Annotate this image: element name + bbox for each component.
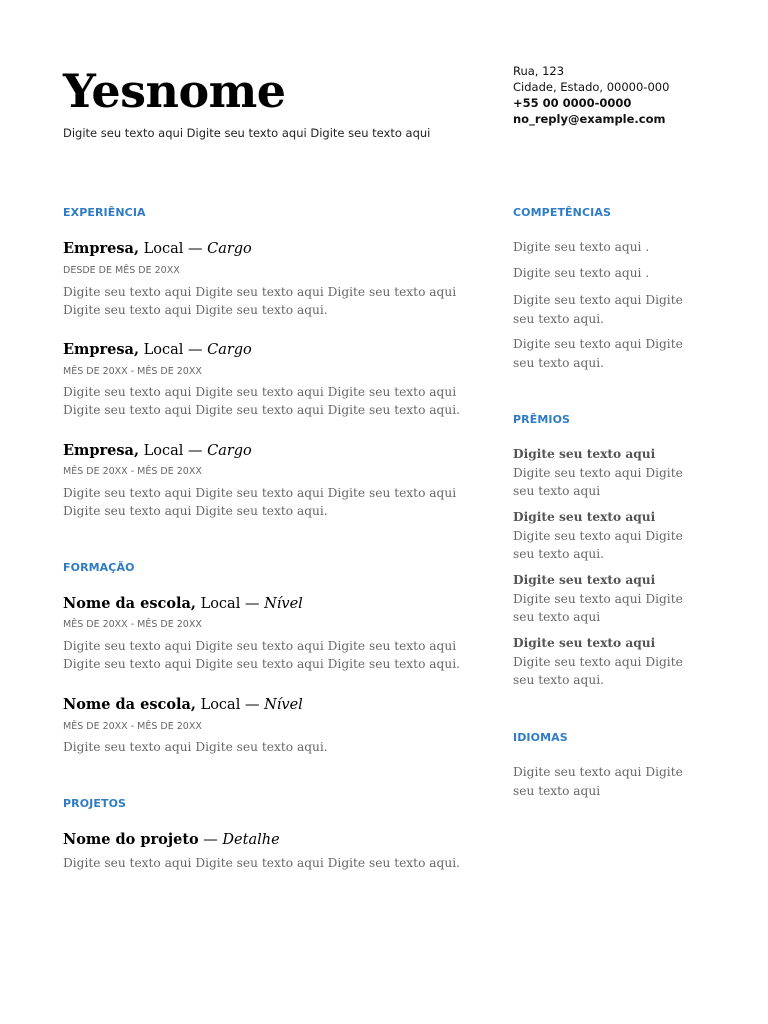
skill-item: Digite seu texto aqui Digite seu texto aqui. — [513, 293, 683, 326]
company-location: Local — — [143, 342, 203, 358]
school-name: Nome da escola, — [63, 595, 196, 612]
award-text: Digite seu texto aqui Digite seu texto aqui. — [513, 654, 683, 687]
project-name: Nome do projeto — [63, 831, 199, 848]
skill-item: Digite seu texto aqui Digite seu texto aqui. — [513, 337, 683, 370]
education-level: Nível — [264, 596, 303, 612]
experience-entry-header — [63, 341, 252, 358]
experience-description: Digite seu texto aqui Digite seu texto aqui Digite seu texto aqui Digite seu texto aqui Digite seu texto aqui. — [63, 285, 457, 317]
award-item — [513, 571, 691, 627]
contact-block — [513, 63, 669, 127]
skills-heading: COMPETÊNCIAS — [513, 206, 611, 219]
award-title: Digite seu texto aqui — [513, 573, 656, 587]
experience-description: Digite seu texto aqui Digite seu texto aqui Digite seu texto aqui Digite seu texto aqui Digite seu texto aqui Digite seu texto aqui. — [63, 385, 460, 417]
award-text: Digite seu texto aqui Digite seu texto aqui — [513, 591, 683, 624]
job-role: Cargo — [207, 241, 252, 257]
experience-dates: MÊS DE 20XX - MÊS DE 20XX — [63, 466, 202, 477]
experience-entry-header — [63, 240, 252, 257]
contact-city: Cidade, Estado, 00000-000 — [513, 80, 670, 94]
award-title: Digite seu texto aqui — [513, 447, 656, 461]
award-title: Digite seu texto aqui — [513, 636, 656, 650]
company-location: Local — — [143, 443, 203, 459]
education-dates: MÊS DE 20XX - MÊS DE 20XX — [63, 721, 202, 732]
experience-dates: DESDE DE MÊS DE 20XX — [63, 265, 180, 276]
project-detail: Detalhe — [222, 832, 280, 848]
education-entry-header — [63, 696, 303, 713]
contact-phone: +55 00 0000-0000 — [513, 96, 632, 110]
job-role: Cargo — [207, 443, 252, 459]
languages-heading: IDIOMAS — [513, 731, 568, 744]
awards-heading: PRÊMIOS — [513, 413, 571, 426]
skill-item: Digite seu texto aqui . — [513, 240, 650, 254]
resume-name: Yesnome — [63, 64, 286, 118]
job-role: Cargo — [207, 342, 252, 358]
education-description: Digite seu texto aqui Digite seu texto aqui Digite seu texto aqui Digite seu texto aqui Digite seu texto aqui Digite seu texto aqui. — [63, 639, 460, 671]
company-name: Empresa, — [63, 341, 140, 358]
education-dates: MÊS DE 20XX - MÊS DE 20XX — [63, 619, 202, 630]
contact-email[interactable]: no_reply@example.com — [513, 112, 666, 126]
company-location: Local — — [143, 241, 203, 257]
languages-text: Digite seu texto aqui Digite seu texto aqui — [513, 765, 683, 798]
award-text: Digite seu texto aqui Digite seu texto aqui — [513, 465, 683, 498]
company-name: Empresa, — [63, 240, 140, 257]
school-location: Local — — [200, 697, 260, 713]
skill-item: Digite seu texto aqui . — [513, 266, 650, 280]
education-heading: FORMAÇÃO — [63, 561, 135, 574]
experience-heading: EXPERIÊNCIA — [63, 206, 146, 219]
school-location: Local — — [200, 596, 260, 612]
company-name: Empresa, — [63, 442, 140, 459]
project-description: Digite seu texto aqui Digite seu texto aqui Digite seu texto aqui. — [63, 856, 460, 870]
experience-dates: MÊS DE 20XX - MÊS DE 20XX — [63, 366, 202, 377]
award-item — [513, 634, 691, 690]
resume-tagline: Digite seu texto aqui Digite seu texto aqui Digite seu texto aqui — [63, 126, 431, 140]
contact-street: Rua, 123 — [513, 64, 565, 78]
award-item — [513, 445, 691, 501]
education-entry-header — [63, 595, 303, 612]
experience-description: Digite seu texto aqui Digite seu texto aqui Digite seu texto aqui Digite seu texto aqui Digite seu texto aqui. — [63, 486, 457, 518]
school-name: Nome da escola, — [63, 696, 196, 713]
education-level: Nível — [264, 697, 303, 713]
education-description: Digite seu texto aqui Digite seu texto aqui. — [63, 740, 328, 754]
projects-heading: PROJETOS — [63, 797, 127, 810]
award-title: Digite seu texto aqui — [513, 510, 656, 524]
experience-entry-header — [63, 442, 252, 459]
award-text: Digite seu texto aqui Digite seu texto aqui. — [513, 528, 683, 561]
project-entry-header: Nome do projeto — Detalhe — [63, 831, 280, 848]
award-item — [513, 508, 691, 564]
